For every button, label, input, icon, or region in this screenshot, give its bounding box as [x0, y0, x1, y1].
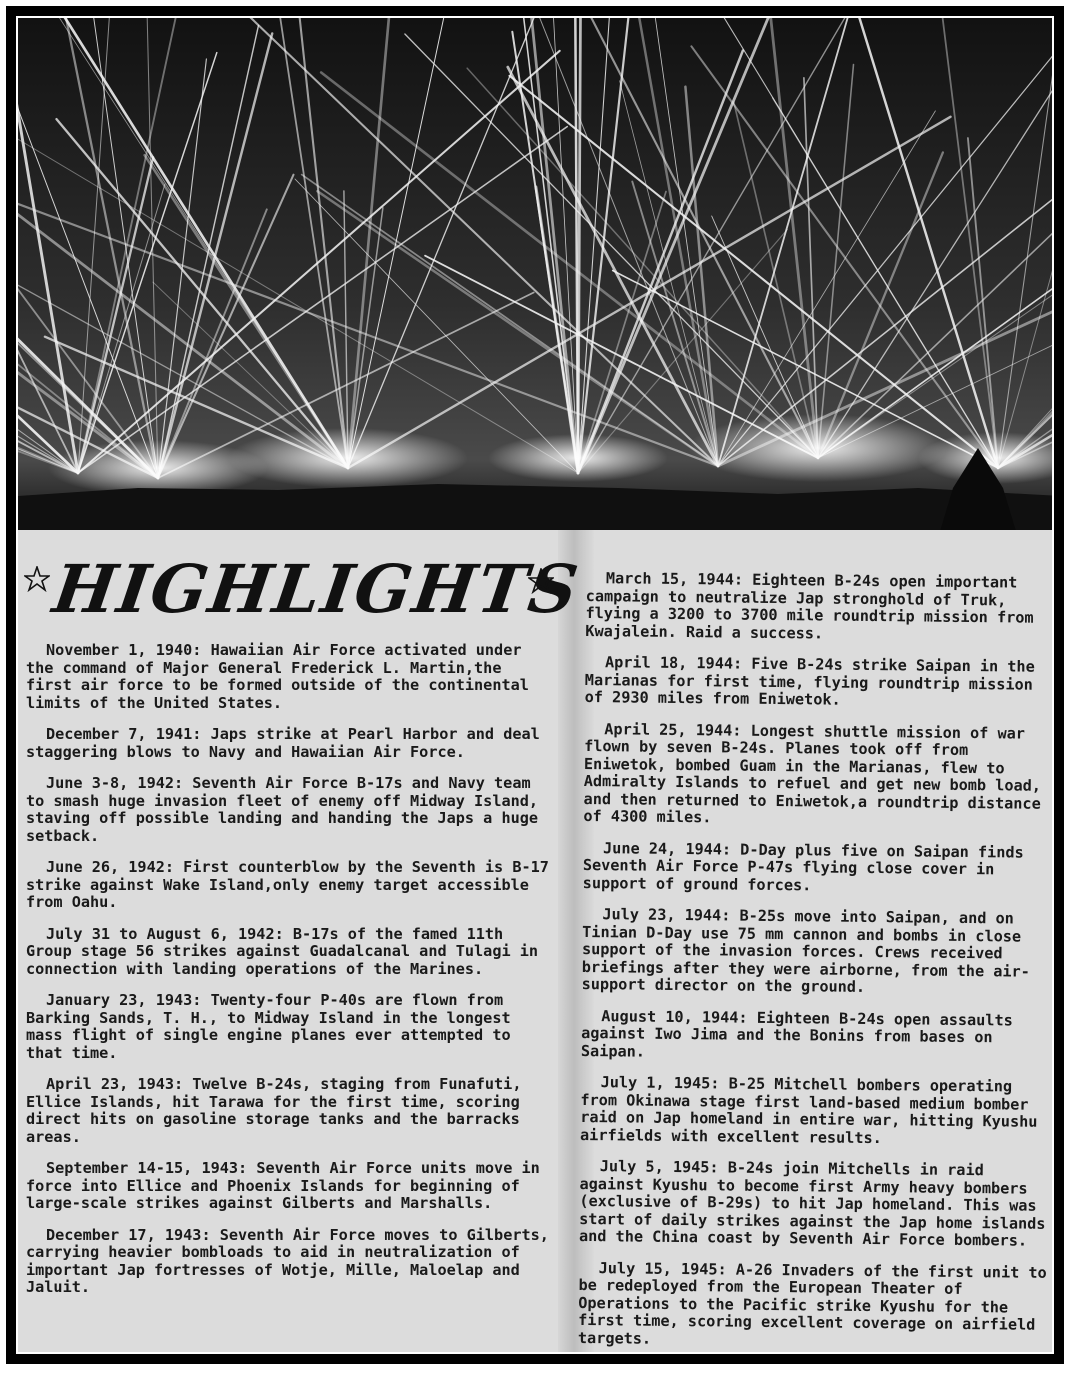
entry-text: D-Day plus five on Saipan finds Seventh Air Force P-47s flying close cover in support of ground forces.: [582, 840, 1024, 894]
highlight-entry: [26, 775, 556, 845]
title-block: [24, 546, 585, 646]
entry-date: April 18, 1944:: [604, 653, 743, 673]
page-inner-border: [16, 16, 1054, 1354]
entry-text: B-17s of the famed 11th Group stage 56 strikes against Guadalcanal and Tulagi in connection with landing operations of the Marines.: [26, 924, 539, 978]
right-column: [578, 570, 1054, 1354]
entry-text: A-26 Invaders of the first unit to be redeployed from the European Theater of Operations to the Pacific strike Kyushu for the first time, scoring excellent coverage on airfield targets.: [577, 1260, 1047, 1348]
highlight-entry: [26, 1227, 556, 1297]
entry-date: March 15, 1944:: [605, 569, 744, 589]
entry-date: June 24, 1944:: [602, 838, 732, 859]
entry-text: Twelve B-24s, staging from Funafuti, Ellice Islands, hit Tarawa for the first time, scoring direct hits on gasoline storage tanks and the barracks areas.: [26, 1075, 522, 1146]
searchlight-photo: [18, 18, 1054, 538]
highlight-entry: [583, 720, 1054, 830]
highlight-entry: [26, 926, 556, 979]
entry-date: November 1, 1940:: [46, 641, 202, 659]
entry-date: July 5, 1945:: [599, 1157, 719, 1177]
highlight-entry: [580, 1074, 1051, 1149]
entry-date: June 26, 1942:: [46, 858, 175, 876]
entry-text: Five B-24s strike Saipan in the Marianas for first time, flying roundtrip mission of 2930 miles from Eniwetok.: [584, 654, 1035, 709]
entry-date: April 25, 1944:: [604, 719, 742, 740]
entry-date: April 23, 1943:: [46, 1075, 184, 1093]
entry-date: August 10, 1944:: [601, 1006, 748, 1027]
entry-text: First counterblow by the Seventh is B-17 strike against Wake Island,only enemy target accessible from Oahu.: [26, 858, 549, 911]
entry-date: September 14-15, 1943:: [46, 1159, 248, 1177]
entry-text: Seventh Air Force units move in force into Ellice and Phoenix Islands for beginning of large-scale strikes against Gilberts and Marshalls.: [26, 1159, 540, 1212]
highlight-entry: [26, 726, 556, 761]
highlight-entry: [585, 570, 1054, 645]
entry-text: B-25s move into Saipan, and on Tinian D-Day use 75 mm cannon and bombs in close support of the invasion forces. Crews received briefings after they were airborne, from the air-support director on the ground.: [581, 906, 1030, 996]
entry-date: December 7, 1941:: [46, 725, 202, 743]
entry-text: Eighteen B-24s open assaults against Iwo Jima and the Bonins from bases on Saipan.: [580, 1008, 1013, 1061]
entry-text: B-24s join Mitchells in raid against Kyushu to become first Army heavy bombers (exclusive of B-29s) to hit Jap homeland. This was start of daily strikes against the Jap home islands and the China coast by Seventh Air Force bombers.: [578, 1158, 1046, 1250]
entry-text: Hawaiian Air Force activated under the command of Major General Frederick L. Martin,the first air force to be formed outside of the continental limits of the United States.: [26, 641, 529, 712]
entry-text: Twenty-four P-40s are flown from Barking Sands, T. H., to Midway Island in the longest mass flight of single engine planes ever attempted to that time.: [26, 991, 511, 1062]
highlight-entry: [585, 654, 1054, 711]
star-icon-right: [528, 568, 554, 594]
entry-text: Seventh Air Force B-17s and Navy team to smash huge invasion fleet of enemy off Midway Island, staving off possible landing and handing the Japs a huge setback.: [26, 774, 539, 845]
left-column: [26, 642, 556, 1311]
entry-date: December 17, 1943:: [46, 1225, 211, 1244]
entry-date: July 31 to August 6, 1942:: [46, 924, 284, 943]
page-title: HIGHLIGHTS: [48, 550, 585, 628]
highlight-entry: [26, 642, 556, 712]
highlight-entry: [579, 1158, 1050, 1250]
entry-date: January 23, 1943:: [46, 991, 202, 1009]
entry-date: July 23, 1944:: [602, 905, 731, 925]
entry-text: Longest shuttle mission of war flown by seven B-24s. Planes took off from Eniwetok, bombed Guam in the Marianas, flew to Admiralty Islands to refuel and get new bomb load, and then returned to Eniwetok,a roundtrip distance of 4300 miles.: [583, 721, 1042, 827]
highlight-entry: [582, 906, 1053, 998]
highlight-entry: [26, 992, 556, 1062]
entry-text: Japs strike at Pearl Harbor and deal staggering blows to Navy and Hawaiian Air Force.: [26, 725, 540, 761]
entry-date: July 1, 1945:: [600, 1073, 720, 1093]
highlight-entry: [581, 1007, 1052, 1064]
entry-date: June 3-8, 1942:: [46, 774, 184, 792]
text-page: [18, 530, 1054, 1354]
page-border: [6, 6, 1064, 1364]
entry-text: B-25 Mitchell bombers operating from Okinawa stage first land-based medium bomber raid on Jap homeland in entire war, hitting Kyushu airfields with excellent results.: [579, 1074, 1038, 1147]
entry-text: Eighteen B-24s open important campaign to neutralize Jap stronghold of Truk, flying a 3200 to 3700 mile roundtrip mission from Kwajalein. Raid a success.: [585, 570, 1034, 642]
entry-text: Seventh Air Force moves to Gilberts, carrying heavier bombloads to aid in neutralization of important Jap fortresses of Wotje, Mille, Maloelap and Jaluit.: [26, 1225, 549, 1296]
highlight-entry: [583, 839, 1054, 896]
entry-date: July 15, 1945:: [598, 1258, 727, 1279]
highlight-entry: [26, 1160, 556, 1213]
star-icon-left: [24, 566, 50, 592]
highlight-entry: [26, 859, 556, 912]
highlight-entry: [578, 1259, 1049, 1351]
highlight-entry: [26, 1076, 556, 1146]
